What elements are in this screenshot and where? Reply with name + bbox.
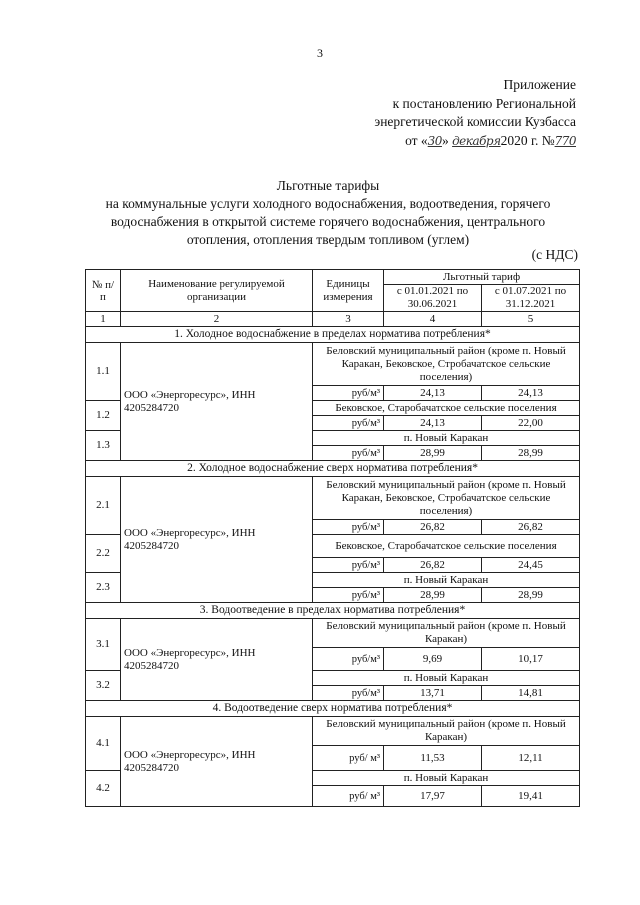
unit-cell: руб/ м³	[313, 786, 384, 807]
row-number: 1.2	[86, 401, 121, 431]
header-period-1: с 01.01.2021 по 30.06.2021	[384, 285, 482, 312]
unit-cell: руб/м³	[313, 558, 384, 573]
organization-name: ООО «Энергоресурс», ИНН 4205284720	[121, 717, 313, 807]
section-title: 1. Холодное водоснабжение в пределах норматива потребления*	[86, 327, 580, 343]
header-num: № п/п	[86, 270, 121, 312]
unit-cell: руб/м³	[313, 416, 384, 431]
area-label: п. Новый Каракан	[313, 431, 580, 446]
tariff-table	[85, 269, 580, 807]
unit-cell: руб/ м³	[313, 746, 384, 771]
row-number: 1.3	[86, 431, 121, 461]
value-period-2: 28,99	[482, 446, 580, 461]
title-line-1: Льготные тарифы	[276, 178, 380, 193]
section-title: 4. Водоотведение сверх норматива потребления*	[86, 701, 580, 717]
col-number: 1	[86, 312, 121, 327]
area-label: Бековское, Старобачатское сельские поселения	[313, 535, 580, 558]
header-tariff: Льготный тариф	[384, 270, 580, 285]
col-number: 2	[121, 312, 313, 327]
unit-cell: руб/м³	[313, 588, 384, 603]
row-number: 2.1	[86, 477, 121, 535]
table-row	[86, 343, 580, 386]
value-period-2: 12,11	[482, 746, 580, 771]
date-suffix: 2020 г. №	[500, 132, 555, 148]
value-period-1: 28,99	[384, 588, 482, 603]
date-mid: »	[441, 132, 453, 148]
organization-name: ООО «Энергоресурс», ИНН 4205284720	[121, 343, 313, 461]
table-row	[86, 717, 580, 746]
area-label: Беловский муниципальный район (кроме п. Новый Каракан)	[313, 619, 580, 648]
section-title: 3. Водоотведение в пределах норматива потребления*	[86, 603, 580, 619]
value-period-2: 28,99	[482, 588, 580, 603]
appendix-date-line	[316, 132, 576, 151]
handwritten-day: 30	[427, 133, 442, 148]
value-period-1: 13,71	[384, 686, 482, 701]
col-number: 4	[384, 312, 482, 327]
area-label: п. Новый Каракан	[313, 573, 580, 588]
section-row	[86, 327, 580, 343]
area-label: п. Новый Каракан	[313, 771, 580, 786]
col-number: 5	[482, 312, 580, 327]
value-period-1: 9,69	[384, 648, 482, 671]
unit-cell: руб/м³	[313, 686, 384, 701]
row-number: 3.2	[86, 671, 121, 701]
row-number: 1.1	[86, 343, 121, 401]
value-period-2: 19,41	[482, 786, 580, 807]
unit-cell: руб/м³	[313, 386, 384, 401]
appendix-line-1: Приложение	[503, 77, 576, 92]
table-row	[86, 477, 580, 520]
value-period-2: 24,13	[482, 386, 580, 401]
value-period-1: 11,53	[384, 746, 482, 771]
handwritten-month: декабря	[452, 133, 501, 148]
title-line-4: отопления, отопления твердым топливом (углем)	[186, 232, 470, 247]
title-line-3: водоснабжения в открытой системе горячего водоснабжения, центрального	[110, 214, 546, 229]
area-label: Беловский муниципальный район (кроме п. Новый Каракан, Бековское, Стробачатское сельские поселения)	[313, 477, 580, 520]
header-org: Наименование регулируемой организации	[121, 270, 313, 312]
unit-cell: руб/м³	[313, 520, 384, 535]
unit-cell: руб/м³	[313, 648, 384, 671]
row-number: 3.1	[86, 619, 121, 671]
row-number: 4.2	[86, 771, 121, 807]
appendix-block	[316, 76, 576, 150]
section-row	[86, 461, 580, 477]
row-number: 2.3	[86, 573, 121, 603]
area-label: п. Новый Каракан	[313, 671, 580, 686]
handwritten-number: 770	[554, 133, 576, 148]
document-title	[90, 177, 566, 249]
section-title: 2. Холодное водоснабжение сверх норматива потребления*	[86, 461, 580, 477]
row-number: 2.2	[86, 535, 121, 573]
value-period-1: 28,99	[384, 446, 482, 461]
row-number: 4.1	[86, 717, 121, 771]
appendix-line-2: к постановлению Региональной	[392, 95, 576, 111]
title-line-2: на коммунальные услуги холодного водоснабжения, водоотведения, горячего	[105, 196, 551, 211]
organization-name: ООО «Энергоресурс», ИНН 4205284720	[121, 477, 313, 603]
area-label: Бековское, Старобачатское сельские поселения	[313, 401, 580, 416]
value-period-2: 10,17	[482, 648, 580, 671]
value-period-1: 26,82	[384, 520, 482, 535]
value-period-2: 22,00	[482, 416, 580, 431]
appendix-line-3: энергетической комиссии Кузбасса	[374, 114, 576, 129]
area-label: Беловский муниципальный район (кроме п. Новый Каракан, Бековское, Стробачатское сельские поселения)	[313, 343, 580, 386]
col-number: 3	[313, 312, 384, 327]
header-row	[86, 270, 580, 285]
value-period-1: 24,13	[384, 416, 482, 431]
area-label: Беловский муниципальный район (кроме п. Новый Каракан)	[313, 717, 580, 746]
column-numbers-row	[86, 312, 580, 327]
value-period-2: 14,81	[482, 686, 580, 701]
value-period-1: 24,13	[384, 386, 482, 401]
section-row	[86, 701, 580, 717]
organization-name: ООО «Энергоресурс», ИНН 4205284720	[121, 619, 313, 701]
header-period-2: с 01.07.2021 по 31.12.2021	[482, 285, 580, 312]
date-prefix: от «	[405, 132, 428, 148]
unit-cell: руб/м³	[313, 446, 384, 461]
value-period-2: 26,82	[482, 520, 580, 535]
value-period-2: 24,45	[482, 558, 580, 573]
table-row	[86, 619, 580, 648]
header-unit: Единицы измерения	[313, 270, 384, 312]
value-period-1: 17,97	[384, 786, 482, 807]
page-number: 3	[317, 46, 323, 60]
vat-note: (с НДС)	[531, 247, 578, 262]
value-period-1: 26,82	[384, 558, 482, 573]
section-row	[86, 603, 580, 619]
